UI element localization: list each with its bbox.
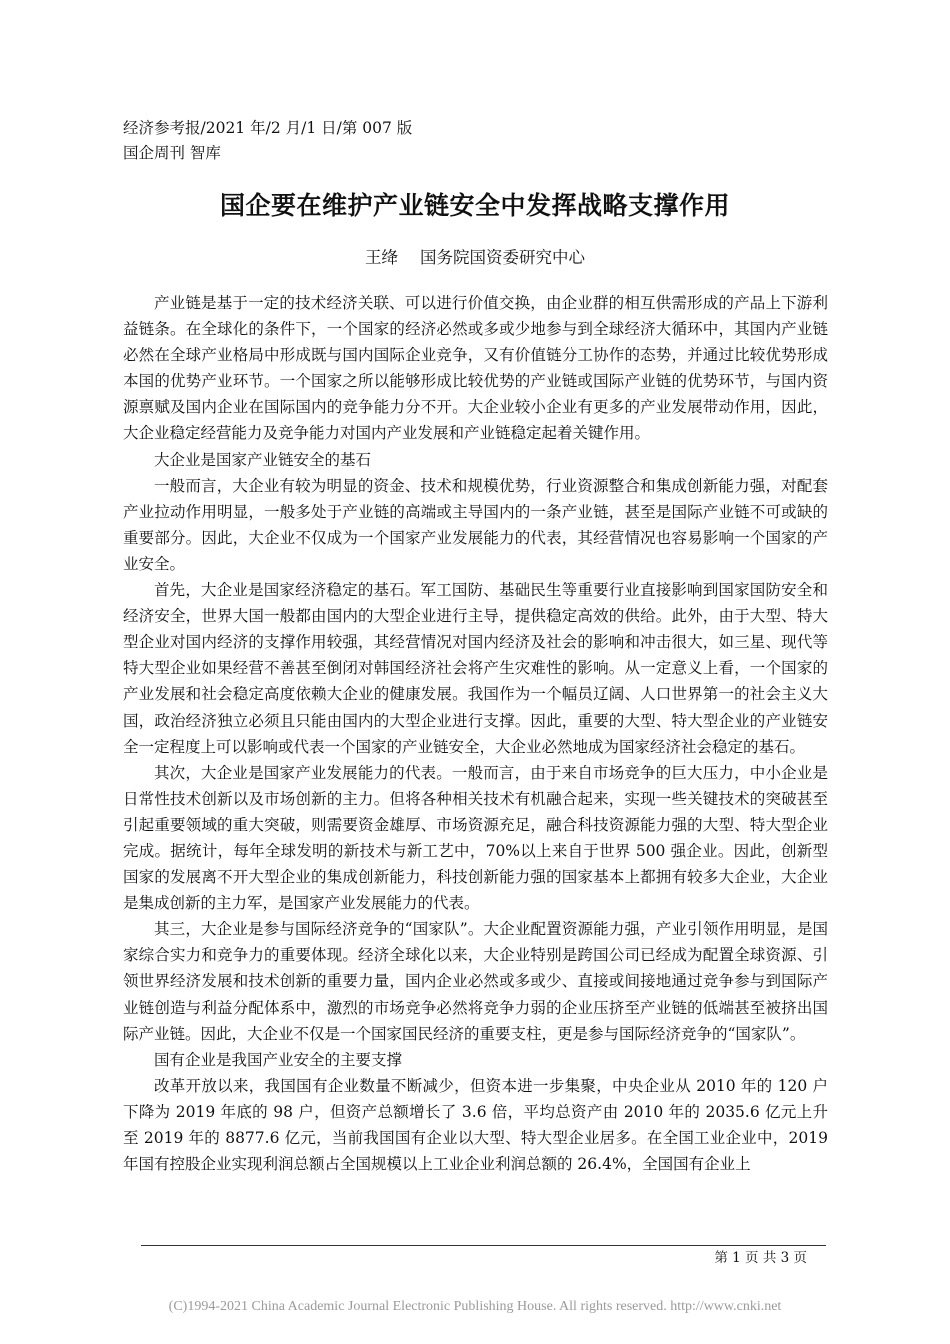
footer-divider <box>141 1245 826 1246</box>
document-meta <box>123 116 412 166</box>
source-line: 经济参考报/2021 年/2 月/1 日/第 007 版 <box>123 119 413 137</box>
paragraph: 其三，大企业是参与国际经济竞争的“国家队”。大企业配置资源能力强，产业引领作用明显，是国家综合实力和竞争力的重要体现。经济全球化以来，大企业特别是跨国公司已经成为配置全球资源、引领世界经济发展和技术创新的重要力量，国内企业必然或多或少、直接或间接地通过竞争参与到国际产业链创造与利益分配体系中，激烈的市场竞争必然将竞争力弱的企业压挤至产业链的低端甚至被挤出国际产业链。因此，大企业不仅是一个国家国民经济的重要支柱，更是参与国际经济竞争的“国家队”。 <box>123 920 828 1043</box>
copyright-notice: (C)1994-2021 China Academic Journal Electronic Publishing House. All rights reserved. http://www.cnki.net <box>168 1299 782 1314</box>
column-line: 国企周刊 智库 <box>123 144 221 162</box>
author-name: 王绛 <box>365 248 398 267</box>
section-heading: 国有企业是我国产业安全的主要支撑 <box>154 1050 403 1069</box>
paragraph: 首先，大企业是国家经济稳定的基石。军工国防、基础民生等重要行业直接影响到国家国防安全和经济安全，世界大国一般都由国内的大型企业进行主导，提供稳定高效的供给。此外，由于大型、特大型企业对国内经济的支撑作用较强，其经营情况对国内经济及社会的影响和冲击很大，如三星、现代等特大型企业如果经营不善甚至倒闭对韩国经济社会将产生灾难性的影响。从一定意义上看，一个国家的产业发展和社会稳定高度依赖大企业的健康发展。我国作为一个幅员辽阔、人口世界第一的社会主义大国，政治经济独立必须且只能由国内的大型企业进行支撑。因此，重要的大型、特大型企业的产业链安全一定程度上可以影响或代表一个国家的产业链安全，大企业必然地成为国家经济社会稳定的基石。 <box>123 581 828 756</box>
paragraph: 改革开放以来，我国国有企业数量不断减少，但资本进一步集聚，中央企业从 2010 年的 120 户下降为 2019 年底的 98 户，但资产总额增长了 3.6 倍，平均总资产由 2010 年的 2035.6 亿元上升至 2019 年的 8877.6 亿元，当前我国国有企业以大型、特大型企业居多。在全国工业企业中，2019 年国有控股企业实现利润总额占全国规模以上工业企业利润总额的 26.4%，全国国有企业上 <box>123 1076 828 1174</box>
section-heading: 大企业是国家产业链安全的基石 <box>154 450 372 469</box>
byline <box>0 244 950 272</box>
paragraph: 其次，大企业是国家产业发展能力的代表。一般而言，由于来自市场竞争的巨大压力，中小企业是日常性技术创新以及市场创新的主力。但将各种相关技术有机融合起来，实现一些关键技术的突破甚至引起重要领域的重大突破，则需要资金雄厚、市场资源充足，融合科技资源能力强的大型、特大型企业完成。据统计，每年全球发明的新技术与新工艺中，70%以上来自于世界 500 强企业。因此，创新型国家的发展离不开大型企业的集成创新能力，科技创新能力强的国家基本上都拥有较多大企业，大企业是集成创新的主力军，是国家产业发展能力的代表。 <box>123 763 828 913</box>
paragraph: 一般而言，大企业有较为明显的资金、技术和规模优势，行业资源整合和集成创新能力强，对配套产业拉动作用明显，一般多处于产业链的高端或主导国内的一条产业链，甚至是国际产业链不可或缺的重要部分。因此，大企业不仅成为一个国家产业发展能力的代表，其经营情况也容易影响一个国家的产业安全。 <box>123 476 828 573</box>
article-title: 国企要在维护产业链安全中发挥战略支撑作用 <box>219 191 730 220</box>
page-indicator: 第 1 页 共 3 页 <box>714 1250 807 1266</box>
paragraph: 产业链是基于一定的技术经济关联、可以进行价值交换，由企业群的相互供需形成的产品上下游利益链条。在全球化的条件下，一个国家的经济必然或多或少地参与到全球经济大循环中，其国内产业链必然在全球产业格局中形成既与国内国际企业竞争，又有价值链分工协作的态势，并通过比较优势形成本国的优势产业环节。一个国家之所以能够形成比较优势的产业链或国际产业链的优势环节，与国内资源禀赋及国内企业在国际国内的竞争能力分不开。大企业较小企业有更多的产业发展带动作用，因此，大企业稳定经营能力及竞争能力对国内产业发展和产业链稳定起着关键作用。 <box>123 294 828 443</box>
author-affiliation: 国务院国资委研究中心 <box>420 248 585 267</box>
article-body <box>123 290 828 1177</box>
